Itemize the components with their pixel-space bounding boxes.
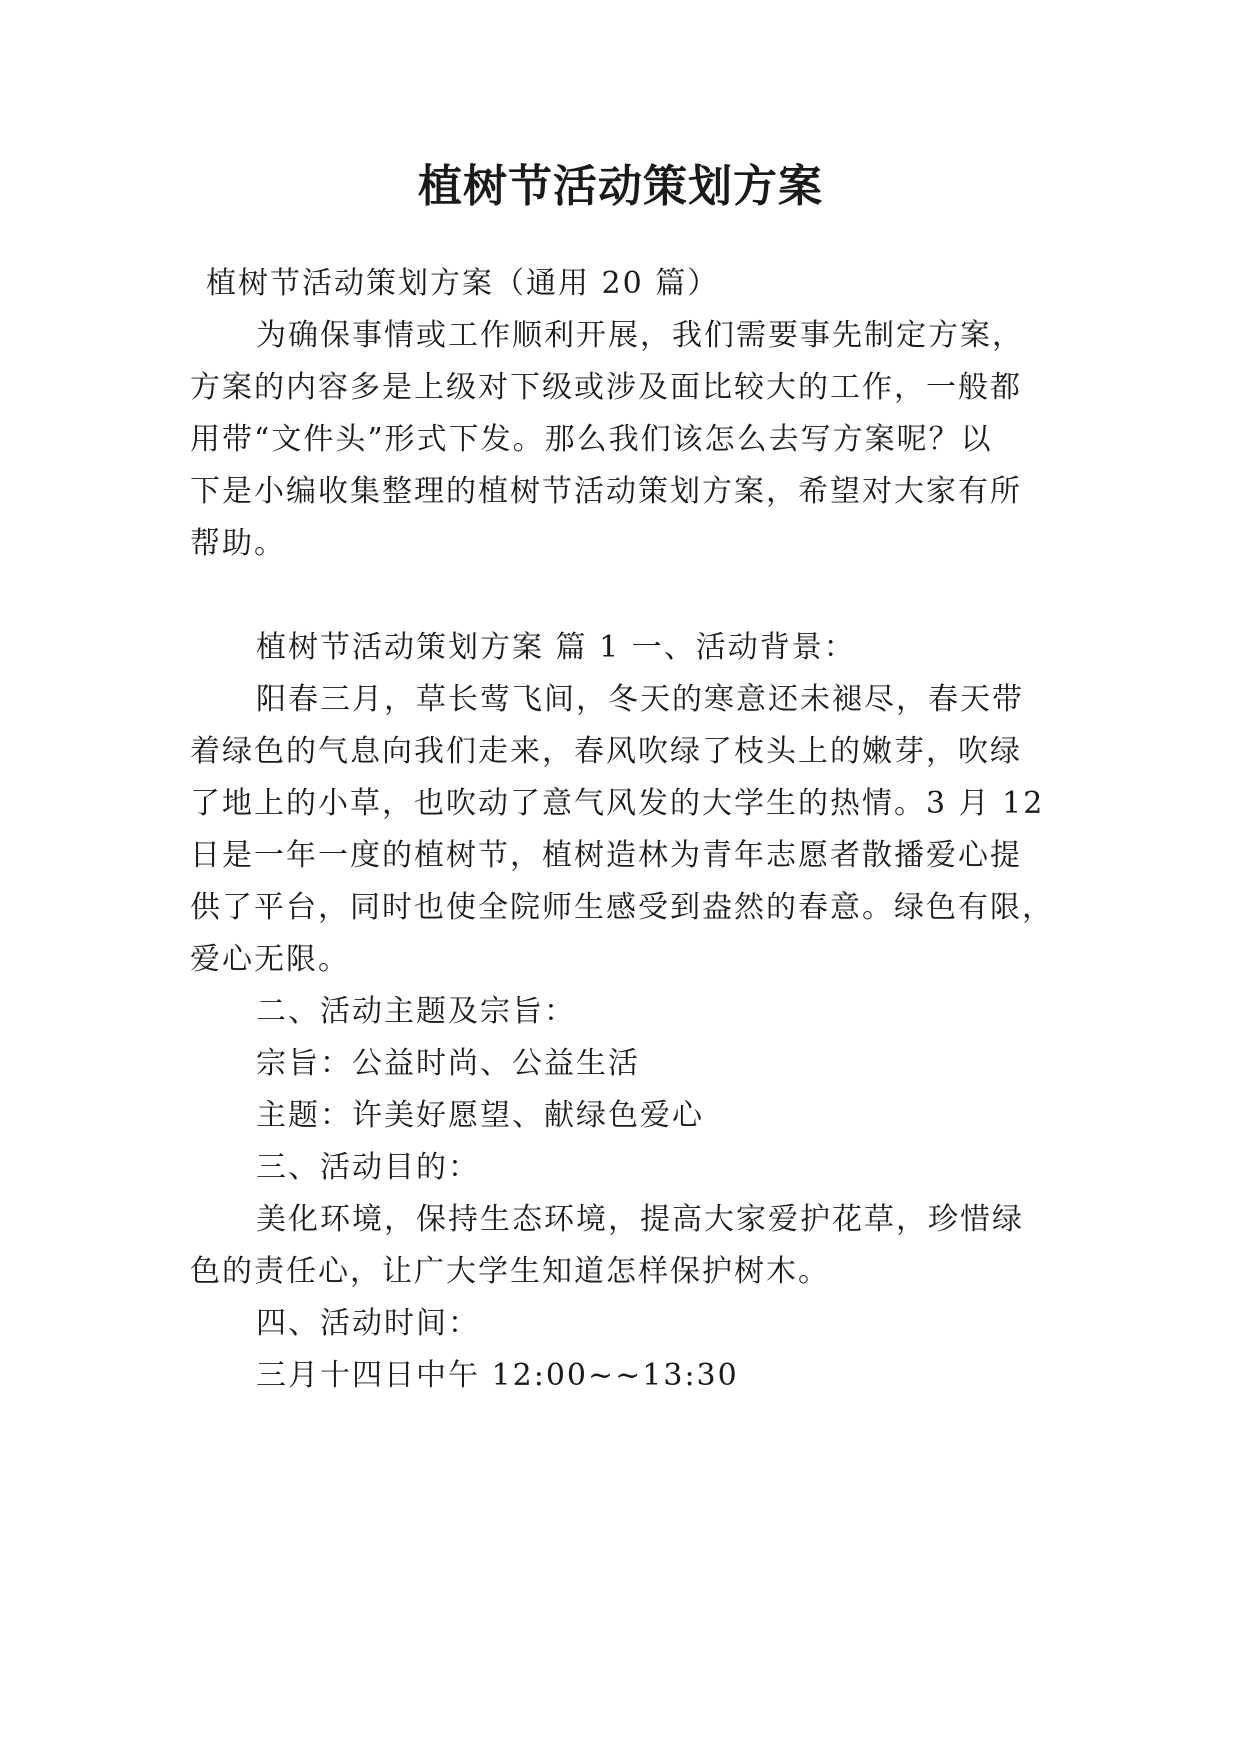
goal-line-2: 色的责任心，让广大学生知道怎样保护树木。 [190, 1254, 830, 1289]
goal-heading: 三、活动目的： [256, 1150, 480, 1185]
background-line-1: 阳春三月，草长莺飞间，冬天的寒意还未褪尽，春天带 [256, 682, 1024, 717]
goal-line-1: 美化环境，保持生态环境，提高大家爱护花草，珍惜绿 [256, 1202, 1024, 1237]
intro-line-1: 为确保事情或工作顺利开展，我们需要事先制定方案， [256, 318, 1024, 353]
document-subtitle: 植树节活动策划方案（通用 20 篇） [206, 266, 720, 301]
theme-line: 主题：许美好愿望、献绿色爱心 [256, 1098, 704, 1133]
background-line-4: 日是一年一度的植树节，植树造林为青年志愿者散播爱心提 [190, 838, 1022, 873]
time-heading: 四、活动时间： [256, 1306, 480, 1341]
intro-line-2: 方案的内容多是上级对下级或涉及面比较大的工作，一般都 [190, 370, 1022, 405]
time-line: 三月十四日中午 12:00~~13:30 [256, 1358, 739, 1393]
document-title: 植树节活动策划方案 [418, 161, 823, 212]
theme-heading: 二、活动主题及宗旨： [256, 994, 576, 1029]
intro-line-4: 下是小编收集整理的植树节活动策划方案，希望对大家有所 [190, 474, 1022, 509]
intro-line-3: 用带“文件头”形式下发。那么我们该怎么去写方案呢？以 [190, 422, 993, 457]
intro-line-5: 帮助。 [190, 526, 286, 561]
section1-heading: 植树节活动策划方案 篇 1 一、活动背景： [256, 630, 856, 665]
background-line-3: 了地上的小草，也吹动了意气风发的大学生的热情。3 月 12 [190, 786, 1045, 821]
purpose-line: 宗旨：公益时尚、公益生活 [256, 1046, 640, 1081]
background-line-6: 爱心无限。 [190, 942, 350, 977]
background-line-5: 供了平台，同时也使全院师生感受到盎然的春意。绿色有限， [190, 890, 1054, 925]
background-line-2: 着绿色的气息向我们走来，春风吹绿了枝头上的嫩芽，吹绿 [190, 734, 1022, 769]
